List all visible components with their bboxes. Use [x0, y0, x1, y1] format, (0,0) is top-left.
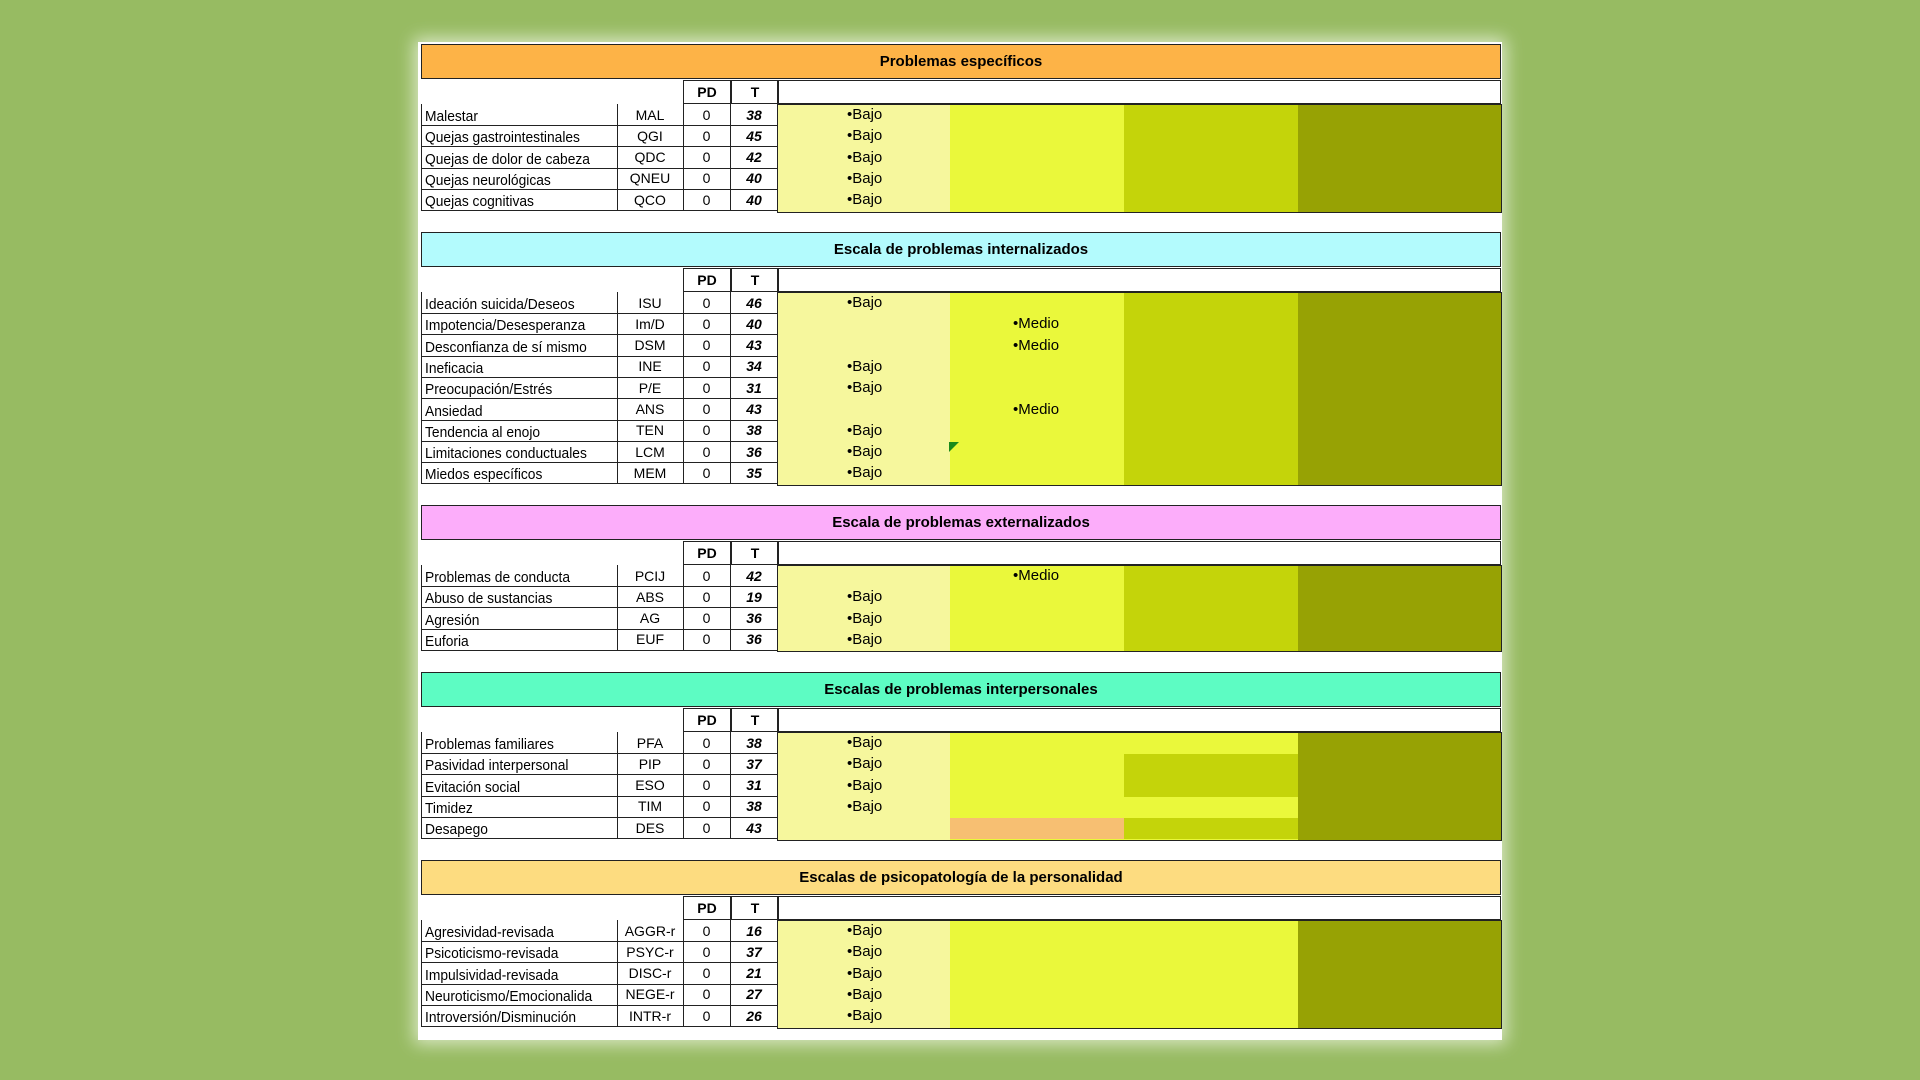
- level-label: •Bajo: [847, 443, 883, 461]
- table-row: [421, 420, 1501, 441]
- scale-abbreviation: ISU: [617, 292, 684, 314]
- column-header-pd: PD: [683, 541, 731, 565]
- scale-name: [421, 920, 618, 942]
- t-score: 36: [731, 441, 777, 463]
- scale-abbreviation: AG: [617, 608, 684, 630]
- table-row: [421, 189, 1501, 210]
- level-label: •Medio: [1013, 315, 1060, 333]
- column-header-row: [421, 80, 1501, 104]
- scale-name: [421, 984, 618, 1006]
- raw-score-pd: 0: [683, 125, 731, 147]
- t-score: 43: [731, 335, 777, 357]
- table-row: [421, 125, 1501, 146]
- t-score: 37: [731, 753, 777, 775]
- level-label: •Bajo: [847, 588, 883, 606]
- t-score: 45: [731, 125, 777, 147]
- scale-name-text: Impotencia/Desesperanza: [425, 317, 586, 335]
- scale-abbreviation: QGI: [617, 125, 684, 147]
- raw-score-pd: 0: [683, 399, 731, 421]
- table-row: [421, 292, 1501, 313]
- raw-score-pd: 0: [683, 608, 731, 630]
- raw-score-pd: 0: [683, 629, 731, 651]
- section-title: Escala de problemas externalizados: [421, 505, 1501, 540]
- scale-name-text: Timidez: [425, 799, 473, 817]
- scale-name-text: Pasividad interpersonal: [425, 757, 569, 775]
- scale-name: [421, 313, 618, 335]
- level-label: •Medio: [1013, 567, 1060, 584]
- scale-name-text: Evitación social: [425, 778, 521, 796]
- raw-score-pd: 0: [683, 462, 731, 484]
- t-score: 40: [731, 313, 777, 335]
- level-label: •Bajo: [847, 776, 883, 794]
- scale-section: [421, 44, 1501, 213]
- scale-abbreviation: DES: [617, 817, 684, 839]
- t-score: 42: [731, 565, 777, 587]
- scale-name-text: Miedos específicos: [425, 466, 543, 484]
- scale-name-text: Quejas cognitivas: [425, 193, 534, 211]
- scale-name-text: Problemas familiares: [425, 736, 554, 753]
- scale-name-text: Neuroticismo/Emocionalida: [425, 987, 593, 1005]
- report-sheet: [418, 42, 1502, 1040]
- scale-name-text: Ansiedad: [425, 402, 483, 420]
- scale-abbreviation: INTR-r: [617, 1005, 684, 1027]
- level-label: •Bajo: [847, 1007, 883, 1025]
- scale-name-text: Abuso de sustancias: [425, 590, 553, 608]
- scale-abbreviation: INE: [617, 356, 684, 378]
- scale-abbreviation: DISC-r: [617, 963, 684, 985]
- section-title: Escalas de problemas interpersonales: [421, 672, 1501, 707]
- table-row: [421, 335, 1501, 356]
- scale-name: [421, 125, 618, 147]
- t-score: 19: [731, 586, 777, 608]
- scale-abbreviation: Im/D: [617, 313, 684, 335]
- scale-abbreviation: PFA: [617, 732, 684, 754]
- table-row: [421, 963, 1501, 984]
- t-score: 31: [731, 377, 777, 399]
- level-label: •Bajo: [847, 127, 883, 145]
- raw-score-pd: 0: [683, 796, 731, 818]
- table-row: [421, 629, 1501, 650]
- t-score: 21: [731, 963, 777, 985]
- scale-abbreviation: PCIJ: [617, 565, 684, 587]
- level-label: •Bajo: [847, 755, 883, 773]
- column-header-row: [421, 896, 1501, 920]
- scale-name-text: Quejas gastrointestinales: [425, 129, 580, 147]
- column-header-blank: [777, 896, 1501, 920]
- scale-section: [421, 672, 1501, 841]
- t-score: 43: [731, 399, 777, 421]
- column-header-t: T: [731, 896, 779, 920]
- column-header-row: [421, 708, 1501, 732]
- table-row: [421, 796, 1501, 817]
- level-label: •Medio: [1013, 400, 1060, 418]
- scale-name-text: Desconfianza de sí mismo: [425, 338, 587, 356]
- scale-name: [421, 1005, 618, 1027]
- scale-name-text: Agresión: [425, 611, 480, 629]
- raw-score-pd: 0: [683, 732, 731, 754]
- scale-name: [421, 732, 618, 754]
- raw-score-pd: 0: [683, 817, 731, 839]
- raw-score-pd: 0: [683, 313, 731, 335]
- scale-abbreviation: DSM: [617, 335, 684, 357]
- level-label: •Bajo: [847, 964, 883, 982]
- scale-name-text: Desapego: [425, 821, 488, 839]
- scale-name: [421, 462, 618, 484]
- table-row: [421, 168, 1501, 189]
- column-header-t: T: [731, 268, 779, 292]
- raw-score-pd: 0: [683, 104, 731, 126]
- scale-name: [421, 335, 618, 357]
- t-score: 38: [731, 420, 777, 442]
- level-label: •Bajo: [847, 985, 883, 1003]
- column-header-blank: [777, 541, 1501, 565]
- scale-name-text: Tendencia al enojo: [425, 423, 541, 441]
- column-header-t: T: [731, 708, 779, 732]
- scale-name-text: Introversión/Disminución: [425, 1009, 577, 1027]
- t-score: 38: [731, 104, 777, 126]
- t-score: 40: [731, 189, 777, 211]
- raw-score-pd: 0: [683, 189, 731, 211]
- raw-score-pd: 0: [683, 984, 731, 1006]
- t-score: 26: [731, 1005, 777, 1027]
- scale-abbreviation: NEGE-r: [617, 984, 684, 1006]
- raw-score-pd: 0: [683, 1005, 731, 1027]
- scale-abbreviation: MAL: [617, 104, 684, 126]
- column-header-pd: PD: [683, 896, 731, 920]
- scale-name: [421, 963, 618, 985]
- raw-score-pd: 0: [683, 941, 731, 963]
- table-row: [421, 941, 1501, 962]
- scale-name-text: Problemas de conducta: [425, 569, 571, 586]
- raw-score-pd: 0: [683, 168, 731, 190]
- level-label: •Bajo: [847, 294, 883, 311]
- scale-name: [421, 377, 618, 399]
- column-header-row: [421, 541, 1501, 565]
- table-row: [421, 377, 1501, 398]
- column-header-t: T: [731, 541, 779, 565]
- scale-name-text: Quejas de dolor de cabeza: [425, 150, 590, 168]
- t-score: 42: [731, 147, 777, 169]
- scale-name: [421, 356, 618, 378]
- scale-name: [421, 399, 618, 421]
- t-score: 46: [731, 292, 777, 314]
- scale-name-text: Quejas neurológicas: [425, 171, 551, 189]
- raw-score-pd: 0: [683, 377, 731, 399]
- raw-score-pd: 0: [683, 356, 731, 378]
- scale-abbreviation: ESO: [617, 775, 684, 797]
- scale-abbreviation: LCM: [617, 441, 684, 463]
- scale-name-text: Preocupación/Estrés: [425, 381, 553, 399]
- table-row: [421, 356, 1501, 377]
- raw-score-pd: 0: [683, 335, 731, 357]
- scale-name: [421, 189, 618, 211]
- level-label: •Bajo: [847, 734, 883, 751]
- scale-abbreviation: QDC: [617, 147, 684, 169]
- scale-name: [421, 292, 618, 314]
- scale-abbreviation: PIP: [617, 753, 684, 775]
- table-row: [421, 565, 1501, 586]
- scale-name: [421, 608, 618, 630]
- table-row: [421, 775, 1501, 796]
- table-row: [421, 104, 1501, 125]
- table-row: [421, 920, 1501, 941]
- level-label: •Bajo: [847, 106, 883, 123]
- t-score: 35: [731, 462, 777, 484]
- raw-score-pd: 0: [683, 147, 731, 169]
- scale-name: [421, 775, 618, 797]
- table-row: [421, 313, 1501, 334]
- level-label: •Bajo: [847, 943, 883, 961]
- scale-name: [421, 147, 618, 169]
- raw-score-pd: 0: [683, 963, 731, 985]
- t-score: 37: [731, 941, 777, 963]
- level-label: •Bajo: [847, 609, 883, 627]
- scale-abbreviation: ANS: [617, 399, 684, 421]
- scale-name-text: Psicoticismo-revisada: [425, 945, 559, 963]
- section-title: Escala de problemas internalizados: [421, 232, 1501, 267]
- scale-name: [421, 629, 618, 651]
- raw-score-pd: 0: [683, 292, 731, 314]
- scale-name: [421, 586, 618, 608]
- column-header-row: [421, 268, 1501, 292]
- column-header-blank: [777, 708, 1501, 732]
- scale-name: [421, 441, 618, 463]
- scale-abbreviation: P/E: [617, 377, 684, 399]
- level-label: •Bajo: [847, 464, 883, 482]
- raw-score-pd: 0: [683, 565, 731, 587]
- t-score: 27: [731, 984, 777, 1006]
- table-row: [421, 984, 1501, 1005]
- scale-name-text: Ideación suicida/Deseos: [425, 296, 575, 313]
- scale-name-text: Ineficacia: [425, 359, 484, 377]
- scale-name-text: Euforia: [425, 632, 469, 650]
- level-label: •Medio: [1013, 336, 1060, 354]
- column-header-pd: PD: [683, 268, 731, 292]
- level-label: •Bajo: [847, 630, 883, 648]
- scale-abbreviation: TIM: [617, 796, 684, 818]
- column-header-t: T: [731, 80, 779, 104]
- scale-abbreviation: AGGR-r: [617, 920, 684, 942]
- raw-score-pd: 0: [683, 586, 731, 608]
- scale-name: [421, 104, 618, 126]
- level-label: •Bajo: [847, 421, 883, 439]
- t-score: 36: [731, 608, 777, 630]
- scale-abbreviation: QNEU: [617, 168, 684, 190]
- t-score: 38: [731, 796, 777, 818]
- level-label: •Bajo: [847, 922, 883, 939]
- level-label: •Bajo: [847, 169, 883, 187]
- table-row: [421, 817, 1501, 838]
- table-row: [421, 753, 1501, 774]
- column-header-pd: PD: [683, 708, 731, 732]
- scale-section: [421, 860, 1501, 1029]
- t-score: 16: [731, 920, 777, 942]
- t-score: 31: [731, 775, 777, 797]
- level-label: •Bajo: [847, 191, 883, 209]
- scale-abbreviation: ABS: [617, 586, 684, 608]
- t-score: 38: [731, 732, 777, 754]
- scale-name: [421, 817, 618, 839]
- scale-abbreviation: QCO: [617, 189, 684, 211]
- scale-name-text: Impulsividad-revisada: [425, 966, 559, 984]
- level-label: •Bajo: [847, 797, 883, 815]
- section-title: Problemas específicos: [421, 44, 1501, 79]
- scale-section: [421, 232, 1501, 486]
- scale-abbreviation: EUF: [617, 629, 684, 651]
- table-row: [421, 462, 1501, 483]
- section-title: Escalas de psicopatología de la personalidad: [421, 860, 1501, 895]
- raw-score-pd: 0: [683, 920, 731, 942]
- table-row: [421, 441, 1501, 462]
- column-header-pd: PD: [683, 80, 731, 104]
- level-label: •Bajo: [847, 357, 883, 375]
- scale-abbreviation: MEM: [617, 462, 684, 484]
- table-row: [421, 608, 1501, 629]
- table-row: [421, 732, 1501, 753]
- level-label: •Bajo: [847, 379, 883, 397]
- scale-name: [421, 796, 618, 818]
- t-score: 43: [731, 817, 777, 839]
- scale-name: [421, 565, 618, 587]
- column-header-blank: [777, 268, 1501, 292]
- scale-name: [421, 753, 618, 775]
- column-header-blank: [777, 80, 1501, 104]
- raw-score-pd: 0: [683, 420, 731, 442]
- level-label: •Bajo: [847, 148, 883, 166]
- table-row: [421, 399, 1501, 420]
- t-score: 40: [731, 168, 777, 190]
- t-score: 36: [731, 629, 777, 651]
- scale-abbreviation: PSYC-r: [617, 941, 684, 963]
- scale-name-text: Malestar: [425, 108, 478, 125]
- scale-name: [421, 420, 618, 442]
- table-row: [421, 586, 1501, 607]
- raw-score-pd: 0: [683, 775, 731, 797]
- comment-marker-icon[interactable]: [949, 442, 959, 452]
- scale-section: [421, 505, 1501, 652]
- scale-name-text: Agresividad-revisada: [425, 924, 554, 941]
- raw-score-pd: 0: [683, 753, 731, 775]
- table-row: [421, 1005, 1501, 1026]
- scale-name: [421, 941, 618, 963]
- scale-name: [421, 168, 618, 190]
- table-row: [421, 147, 1501, 168]
- scale-abbreviation: TEN: [617, 420, 684, 442]
- t-score: 34: [731, 356, 777, 378]
- scale-name-text: Limitaciones conductuales: [425, 445, 587, 463]
- raw-score-pd: 0: [683, 441, 731, 463]
